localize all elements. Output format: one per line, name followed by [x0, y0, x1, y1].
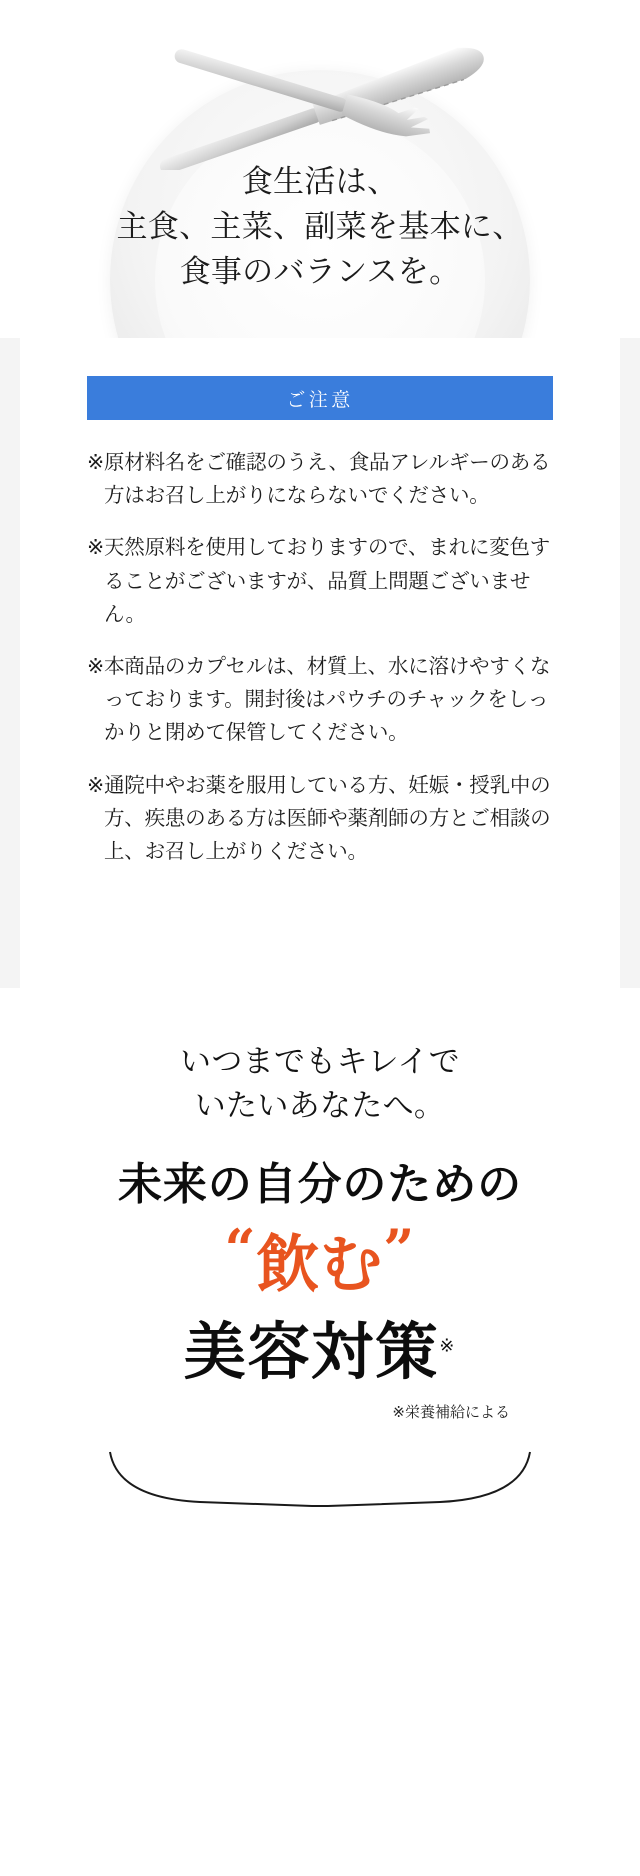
promo-target	[184, 1302, 456, 1391]
hero-line-3: 食事のバランスを。	[179, 253, 461, 289]
hero-line-2: 主食、主菜、副菜を基本に、	[116, 208, 524, 244]
quote-close: ”	[383, 1217, 416, 1282]
notice-text: 原材料名をご確認のうえ、食品アレルギーのある方はお召し上がりにならないでください。	[103, 451, 551, 508]
promo-headline: 未来の自分のための	[118, 1159, 522, 1211]
notice-mark: ※	[87, 451, 104, 474]
notice-mark: ※	[87, 773, 104, 797]
brace-icon	[0, 1450, 640, 1520]
promo-target-text: 美容対策	[183, 1314, 440, 1388]
hero-text	[0, 160, 640, 295]
notice-header: ご注意	[87, 376, 553, 420]
notice-text: 通院中やお薬を服用している方、妊娠・授乳中の方、疾患のある方は医師や薬剤師の方とご相談の上、お召し上がりください。	[103, 773, 551, 864]
list-item	[87, 446, 553, 512]
promo-lead-line-2: いたいあなたへ。	[194, 1088, 446, 1124]
notice-section	[0, 338, 640, 988]
promo-quote-line	[0, 1218, 640, 1300]
notice-card	[20, 338, 620, 988]
quote-open: “	[224, 1217, 257, 1282]
notice-list	[87, 446, 553, 868]
cutlery-group	[110, 40, 530, 170]
promo-lead	[0, 1040, 640, 1128]
cutlery-svg	[110, 40, 530, 170]
promo-lead-line-1: いつまでもキレイで	[180, 1044, 460, 1079]
list-item	[87, 650, 553, 750]
promo-note: ※栄養補給による	[392, 1403, 510, 1421]
brace-decoration	[0, 1450, 640, 1520]
promo-section	[0, 988, 640, 1876]
list-item	[87, 531, 553, 631]
notice-text: 天然原料を使用しておりますので、まれに変色することがございますが、品質上問題ございません。	[103, 536, 551, 626]
notice-mark: ※	[87, 655, 104, 679]
promo-target-wrap	[0, 1300, 640, 1391]
promo-target-sup: ※	[439, 1335, 457, 1356]
notice-mark: ※	[87, 536, 104, 560]
notice-text: 本商品のカプセルは、材質上、水に溶けやすくなっております。開封後はパウチのチャックをしっかりと閉めて保管してください。	[103, 655, 551, 745]
list-item	[87, 769, 553, 869]
quote-word: 飲む	[256, 1227, 384, 1301]
hero-line-1: 食生活は、	[241, 164, 399, 199]
